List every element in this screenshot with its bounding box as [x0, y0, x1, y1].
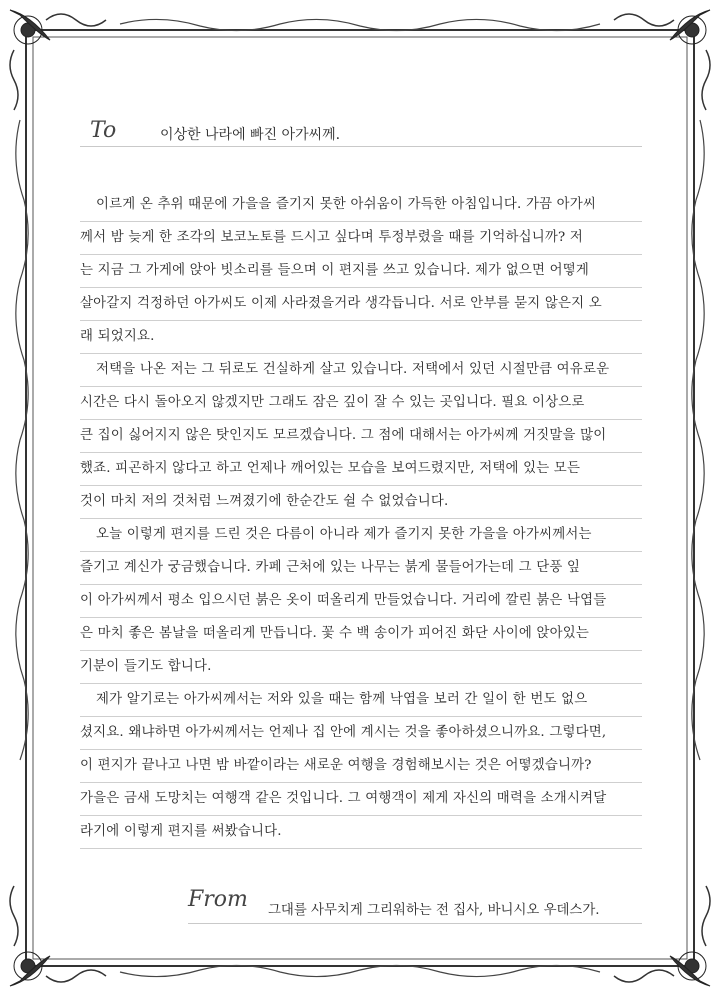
letter-line: 래 되었지요.: [80, 321, 642, 354]
letter-line: 저택을 나온 저는 그 뒤로도 건실하게 살고 있습니다. 저택에서 있던 시절만큼 여유로운: [80, 354, 642, 387]
paragraph-3: [80, 519, 642, 684]
recipient-text: 이상한 나라에 빠진 아가씨께.: [160, 127, 341, 143]
letter-line: 가을은 금새 도망치는 여행객 같은 것입니다. 그 여행객이 제게 자신의 매력을 소개시켜달: [80, 783, 642, 816]
letter-line: 큰 집이 싫어지지 않은 탓인지도 모르겠습니다. 그 점에 대해서는 아가씨께 거짓말을 많이: [80, 420, 642, 453]
letter-line: 는 지금 그 가게에 앉아 빗소리를 들으며 이 편지를 쓰고 있습니다. 제가 없으면 어떻게: [80, 255, 642, 288]
signature-line: [188, 887, 642, 924]
letter-line: 은 마치 좋은 봄날을 떠올리게 만듭니다. 꽃 수 백 송이가 피어진 화단 사이에 앉아있는: [80, 618, 642, 651]
letter-line: 살아갈지 걱정하던 아가씨도 이제 사라졌을거라 생각듭니다. 서로 안부를 묻지 않은지 오: [80, 288, 642, 321]
paragraph-2: [80, 354, 642, 519]
salutation-line: [80, 118, 642, 147]
letter-line: 이 편지가 끝나고 나면 밤 바깥이라는 새로운 여행을 경험해보시는 것은 어떻겠습니까?: [80, 750, 642, 783]
letter-line: 이르게 온 추위 때문에 가을을 즐기지 못한 아쉬움이 가득한 아침입니다. 가끔 아가씨: [80, 189, 642, 222]
paragraph-1: [80, 189, 642, 354]
from-label: From: [188, 887, 248, 912]
letter-line: 셨지요. 왜냐하면 아가씨께서는 언제나 집 안에 계시는 것을 좋아하셨으니까요. 그렇다면,: [80, 717, 642, 750]
sender-text: 그대를 사무치게 그리워하는 전 집사, 바니시오 우데스가.: [268, 903, 600, 918]
letter-line: 것이 마치 저의 것처럼 느껴졌기에 한순간도 쉴 수 없었습니다.: [80, 486, 642, 519]
letter-line: 했죠. 피곤하지 않다고 하고 언제나 깨어있는 모습을 보여드렸지만, 저택에 있는 모든: [80, 453, 642, 486]
letter-line: 제가 알기로는 아가씨께서는 저와 있을 때는 함께 낙엽을 보러 간 일이 한 번도 없으: [80, 684, 642, 717]
letter-line: 께서 밤 늦게 한 조각의 보코노토를 드시고 싶다며 투정부렸을 때를 기억하십니까? 저: [80, 222, 642, 255]
letter-line: 오늘 이렇게 편지를 드린 것은 다름이 아니라 제가 즐기지 못한 가을을 아가씨께서는: [80, 519, 642, 552]
letter-line: 라기에 이렇게 편지를 써봤습니다.: [80, 816, 642, 849]
to-label: To: [90, 118, 117, 143]
letter-line: 기분이 들기도 합니다.: [80, 651, 642, 684]
letter-line: 시간은 다시 돌아오지 않겠지만 그래도 잠은 깊이 잘 수 있는 곳입니다. 필요 이상으로: [80, 387, 642, 420]
letter-body: [80, 118, 642, 924]
paragraph-4: [80, 684, 642, 849]
letter-line: 즐기고 계신가 궁금했습니다. 카페 근처에 있는 나무는 붉게 물들어가는데 그 단풍 잎: [80, 552, 642, 585]
letter-line: 이 아가씨께서 평소 입으시던 붉은 옷이 떠올리게 만들었습니다. 거리에 깔린 붉은 낙엽들: [80, 585, 642, 618]
